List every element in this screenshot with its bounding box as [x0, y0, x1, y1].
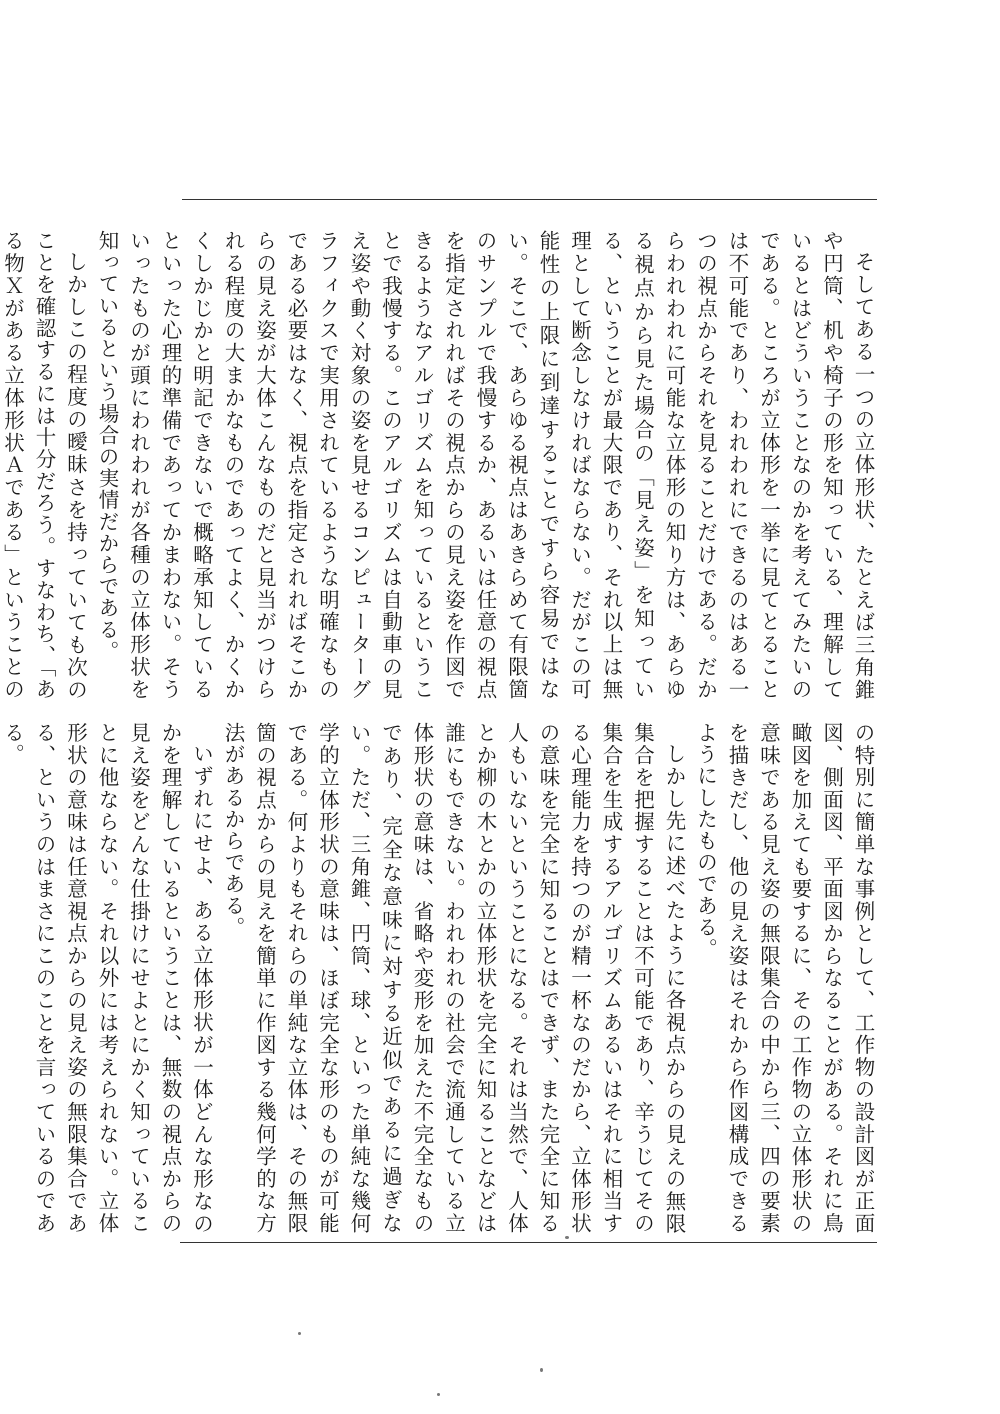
scan-speck — [565, 1236, 569, 1239]
top-rule — [182, 199, 877, 200]
scan-speck — [437, 1393, 440, 1396]
paragraph: の特別に簡単な事例として、工作物の設計図が正面図、側面図、平面図からなることがある。それに鳥瞰図を加えても要するに、その工作物の立体形状の意味である見え姿の無限集合の中から三、四の要素を描きだし、他の見え姿はそれから作図構成できるようにしたものである。 — [693, 722, 875, 1234]
paragraph: いずれにせよ、ある立体形状が一体どんな形なのかを理解しているということは、無数の視点からの見え姿をどんな仕掛けにせよとにかく知っていることに他ならない。それ以外には考えられない。立体形状の意味は任意視点からの見え姿の無限集合である、というのはまさにこのことを言っているのである。 — [0, 722, 214, 1234]
paragraph: そしてある一つの立体形状、たとえば三角錐や円筒、机や椅子の形を知っている、理解しているとはどういうことなのかを考えてみたいのである。ところが立体形を一挙に見てとることは不可能であり、われわれにできるのはある一つの視点からそれを見ることだけである。だからわれわれに可能な立体形の知り方は、あらゆる視点から見た場合の「見え姿」を知っている、ということが最大限であり、それ以上は無理として断念しなければならない。だがこの可能性の上限に到達することですら容易ではない。そこで、あらゆる視点はあきらめて有限箇のサンプルで我慢するか、あるいは任意の視点を指定されればその視点からの見え姿を作図できるようなアルゴリズムを知っているということで我慢する。このアルゴリズムは自動車の見え姿や動く対象の姿を見せるコンピューターグラフィクスで実用されているような明確なものである必要はなく、視点を指定されればそこからの見え姿が大体こんなものだと見当がつけられる程度の大まかなものであってよく、かくかくしかじかと明記できないで概略承知しているといった心理的準備であってかまわない。そういったものが頭にわれわれが各種の立体形状を知っているという場合の実情だからである。 — [95, 230, 875, 700]
lower-text-block — [0, 722, 878, 1234]
bottom-rule — [180, 1242, 877, 1243]
upper-text-block — [0, 230, 878, 700]
paragraph: しかしこの程度の曖昧さを持っていても次のことを確認するには十分だろう。すなわち、「ある物Ｘがある立体形状Ａである」ということの — [0, 230, 88, 700]
paragraph: しかし先に述べたように各視点からの見えの無限集合を把握することは不可能であり、辛うじてその集合を生成するアルゴリズムあるいはそれに相当する心理能力を持つのが精一杯なのだから、立体形状の意味を完全に知ることはできず、また完全に知る人もいないということになる。それは当然で、人体とか柳の木とかの立体形状を完全に知ることなどは誰にもできない。われわれの社会で流通している立体形状の意味は、省略や変形を加えた不完全なものであり、完全な意味に対する近似であるに過ぎない。ただ、三角錐、円筒、球、といった単純な幾何学的立体形状の意味は、ほぼ完全な形のものが可能である。何よりもそれらの単純な立体は、その無限箇の視点からの見えを簡単に作図する幾何学的な方法があるからである。 — [221, 722, 686, 1234]
scan-speck — [298, 1332, 301, 1335]
scan-speck — [540, 1368, 543, 1372]
